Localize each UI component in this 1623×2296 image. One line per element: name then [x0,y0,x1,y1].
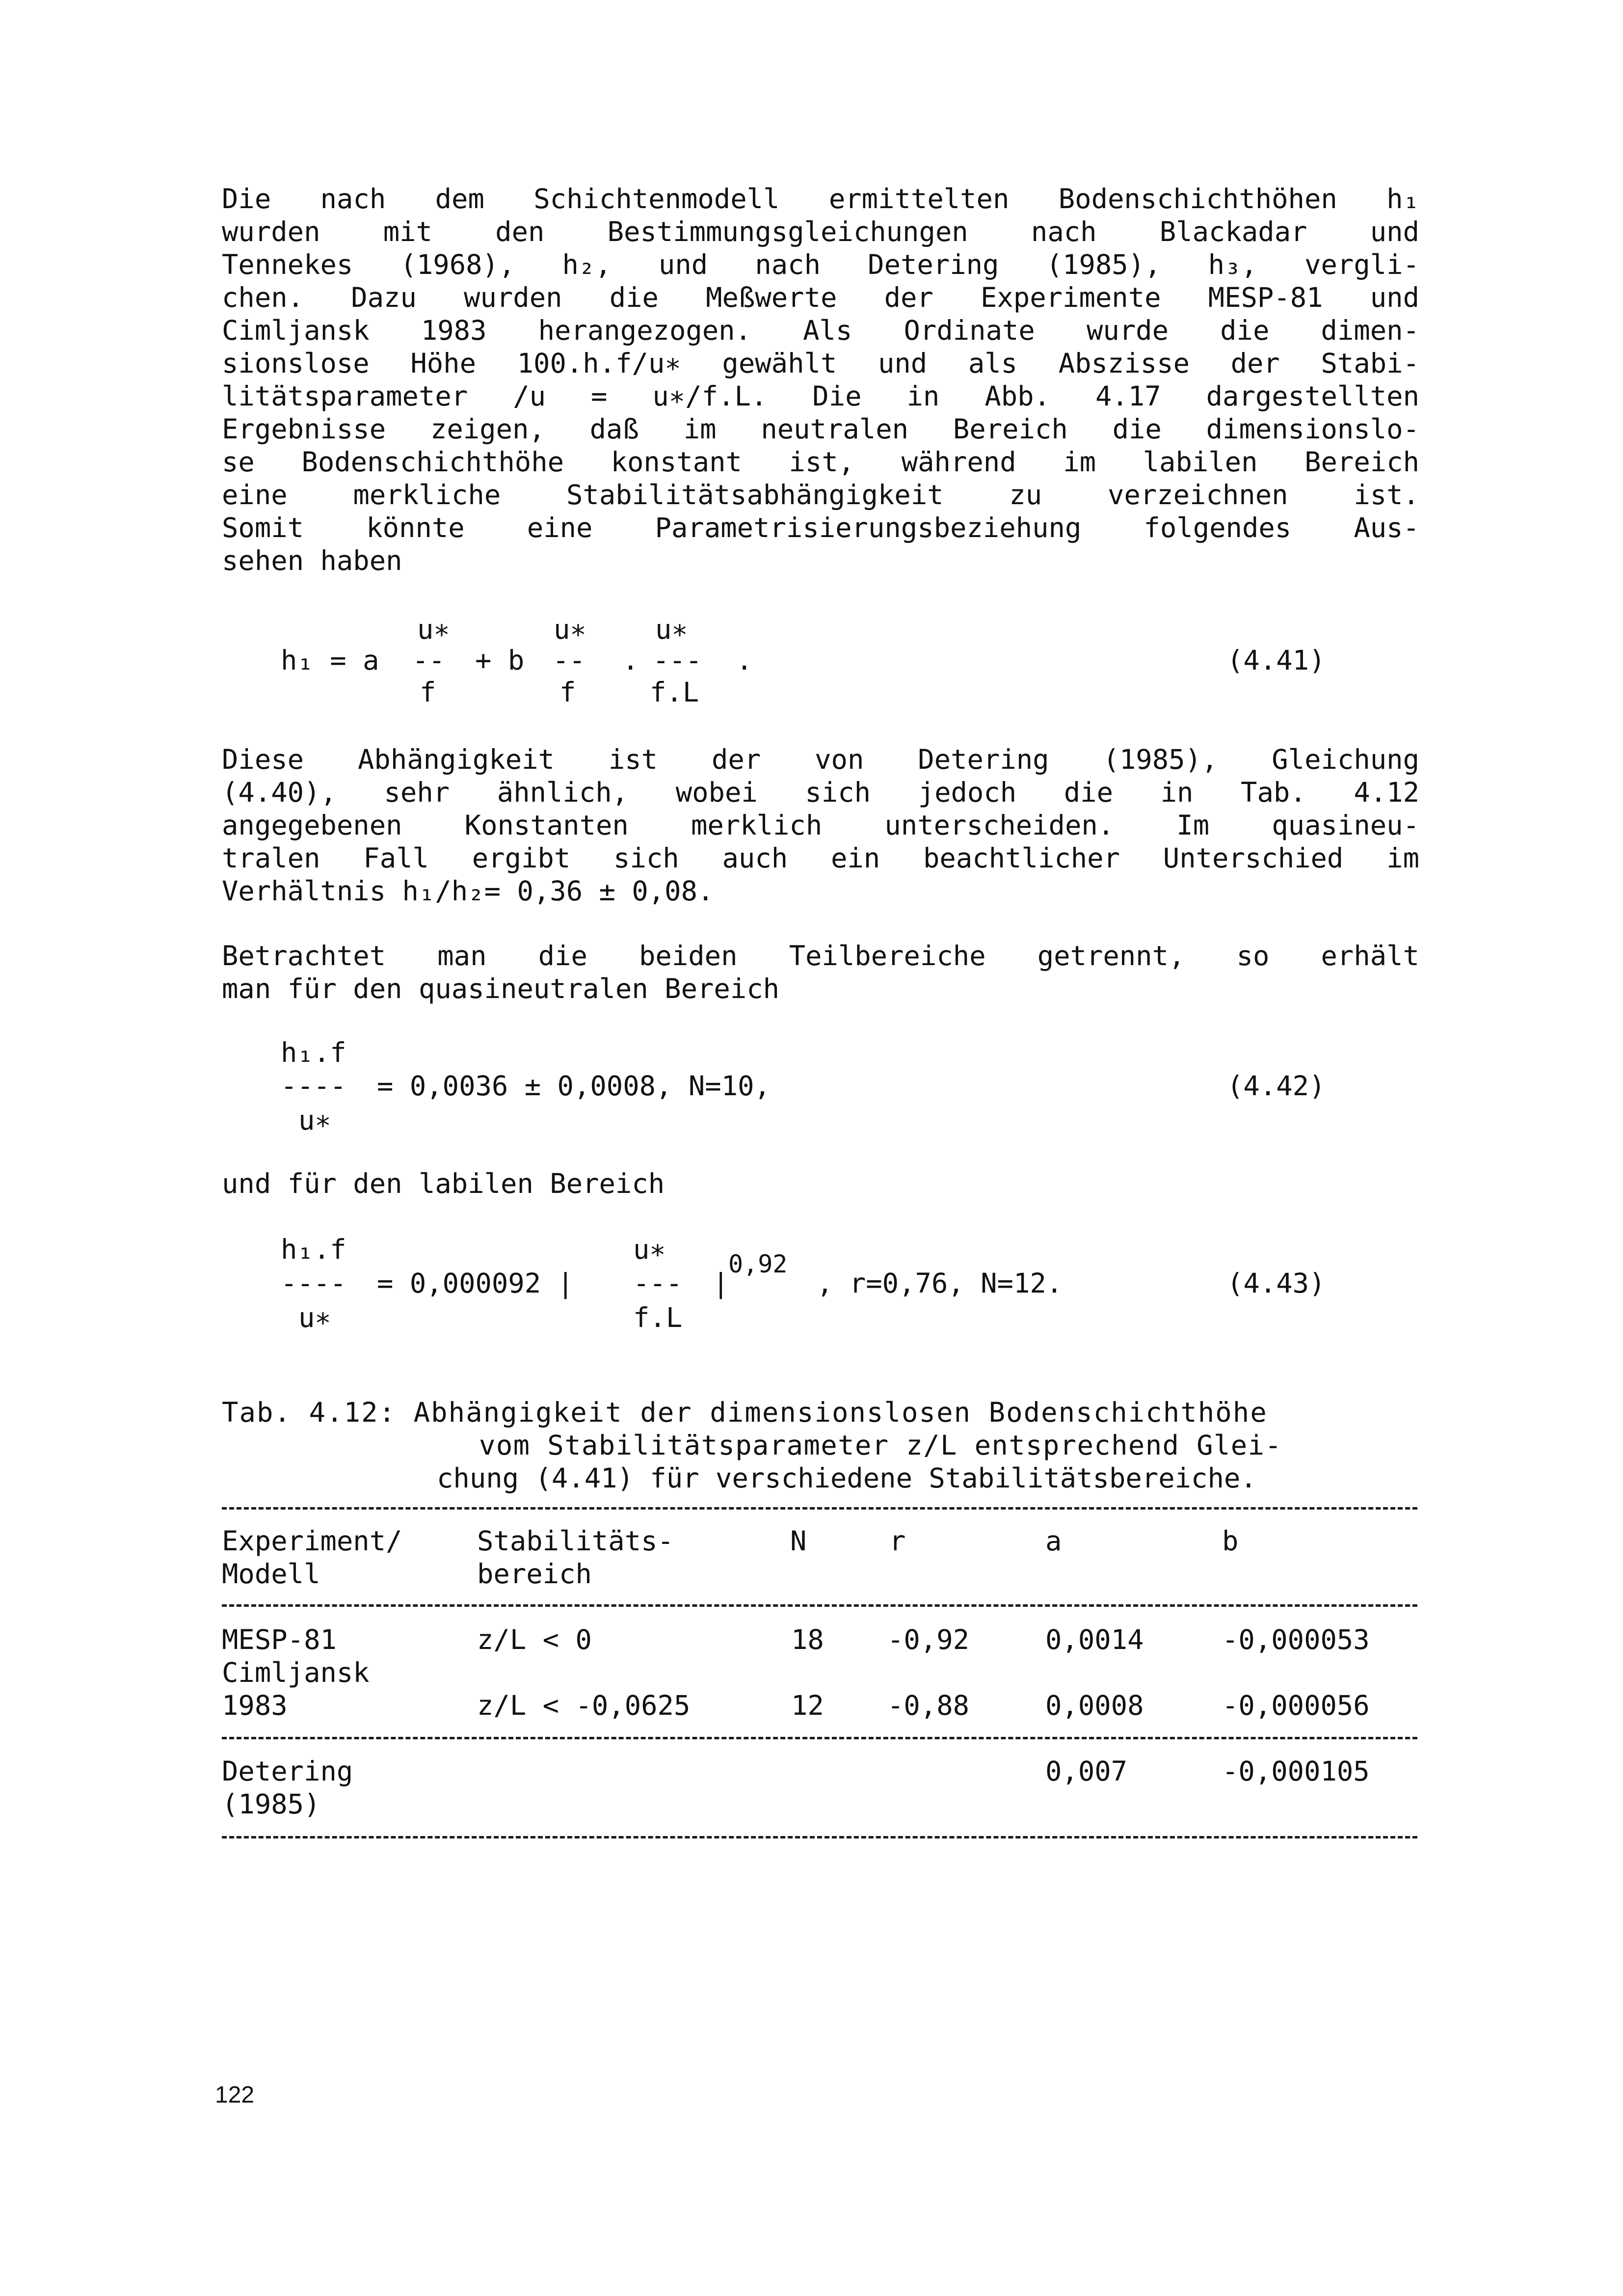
table-rule [222,1737,1417,1739]
table-cell: (1985) [222,1788,320,1820]
table-cell: 18 [791,1624,824,1656]
text-line: Diese Abhängigkeit ist der von Detering (1985), Gleichung [222,744,1419,776]
table-header-cell: r [889,1525,906,1557]
eq-denominator: f [559,676,576,708]
table-header-cell: b [1222,1525,1239,1557]
table-cell: 0,0008 [1045,1690,1144,1722]
eq-operator: | [713,1268,729,1299]
table-cell: -0,88 [887,1690,970,1722]
table-cell: MESP-81 [222,1624,337,1656]
paragraph-labile [222,1167,1419,1200]
eq-bar: ---- [281,1070,346,1102]
caption-line: vom Stabilitätsparameter z/L entsprechend Glei- [479,1430,1282,1461]
table-header-cell: N [790,1525,807,1557]
eq-operator: . [736,645,753,676]
text-line: wurden mit den Bestimmungsgleichungen nach Blackadar und [222,216,1419,248]
text-line: Somit könnte eine Parametrisierungsbeziehung folgendes Aus- [222,512,1419,544]
table-header-cell: Stabilitäts- [477,1525,674,1557]
table-cell: 0,007 [1045,1756,1128,1787]
table-header-cell: Modell [222,1558,320,1590]
eq-denominator: u∗ [298,1105,331,1136]
eq-denominator: f [420,676,436,708]
table-cell: -0,000053 [1222,1624,1370,1656]
equation-number: (4.42) [1227,1070,1326,1102]
text-line: man für den quasineutralen Bereich [222,973,780,1005]
equation-number: (4.43) [1227,1268,1326,1299]
eq-numerator: h₁.f [281,1234,346,1266]
eq-rhs: = 0,0036 ± 0,0008, N=10, [377,1070,771,1102]
table-cell: -0,92 [887,1624,970,1656]
text-line: Tennekes (1968), h₂, und nach Detering (1985), h₃, vergli- [222,249,1419,281]
eq-denominator: u∗ [298,1302,331,1334]
eq-operator: . [622,645,639,676]
table-rule [222,1604,1417,1607]
table-cell: z/L < -0,0625 [477,1690,691,1722]
eq-denominator: f.L [650,676,699,708]
paragraph-intro [222,183,1419,577]
eq-bar: -- [553,645,585,676]
table-cell: -0,000056 [1222,1690,1370,1722]
text-line: Ergebnisse zeigen, daß im neutralen Bereich die dimensionslo- [222,413,1419,445]
text-line: se Bodenschichthöhe konstant ist, während im labilen Bereich [222,446,1419,478]
text-line: angegebenen Konstanten merklich unterscheiden. Im quasineu- [222,810,1419,841]
text-line: litätsparameter /u = u∗/f.L. Die in Abb. 4.17 dargestellten [222,380,1419,412]
eq-rhs: , r=0,76, N=12. [817,1268,1063,1299]
table-header-cell: Experiment/ [222,1525,402,1557]
eq-denominator: f.L [633,1302,683,1334]
table-cell: 0,0014 [1045,1624,1144,1656]
eq-bar: ---- [281,1268,346,1299]
eq-numerator: u∗ [655,614,688,646]
caption-line: chung (4.41) für verschiedene Stabilitätsbereiche. [437,1462,1257,1494]
eq-operator: + b [475,645,525,676]
table-cell: 12 [791,1690,824,1722]
text-line: und für den labilen Bereich [222,1168,665,1200]
eq-rhs: = 0,000092 | [377,1268,574,1299]
text-line: chen. Dazu wurden die Meßwerte der Experimente MESP-81 und [222,282,1419,314]
text-line: Betrachtet man die beiden Teilbereiche getrennt, so erhält [222,940,1419,972]
table-cell: Cimljansk [222,1657,370,1689]
eq-bar: --- [653,645,702,676]
text-line: Die nach dem Schichtenmodell ermittelten Bodenschichthöhen h₁ [222,183,1419,215]
table-cell: Detering [222,1756,353,1787]
eq-exponent: 0,92 [728,1250,788,1278]
text-line: Verhältnis h₁/h₂= 0,36 ± 0,08. [222,875,714,907]
eq-bar: -- [412,645,445,676]
text-line: (4.40), sehr ähnlich, wobei sich jedoch die in Tab. 4.12 [222,777,1419,809]
eq-numerator: u∗ [417,614,450,646]
table-header-cell: a [1045,1525,1062,1557]
eq-numerator: u∗ [554,614,586,646]
table-cell: -0,000105 [1222,1756,1370,1787]
table-cell: 1983 [222,1690,288,1722]
text-line: tralen Fall ergibt sich auch ein beachtlicher Unterschied im [222,842,1419,874]
eq-numerator: h₁.f [281,1037,346,1069]
page-number: 122 [215,2082,255,2108]
paragraph-subranges [222,940,1419,1005]
eq-numerator: u∗ [633,1234,666,1266]
eq-bar: --- [633,1268,683,1299]
text-line: eine merkliche Stabilitätsabhängigkeit zu verzeichnen ist. [222,479,1419,511]
equation-number: (4.41) [1227,645,1326,676]
table-rule [222,1507,1417,1510]
table-cell: z/L < 0 [477,1624,592,1656]
table-rule [222,1836,1417,1838]
text-line: sionslose Höhe 100.h.f/u∗ gewählt und als Abszisse der Stabi- [222,348,1419,379]
paragraph-comparison [222,743,1419,908]
caption-line: Tab. 4.12: Abhängigkeit der dimensionslosen Bodenschichthöhe [222,1397,1268,1429]
table-header-cell: bereich [477,1558,592,1590]
text-line: Cimljansk 1983 herangezogen. Als Ordinate wurde die dimen- [222,315,1419,347]
eq-lhs: h₁ = a [281,645,379,676]
text-line: sehen haben [222,545,402,577]
